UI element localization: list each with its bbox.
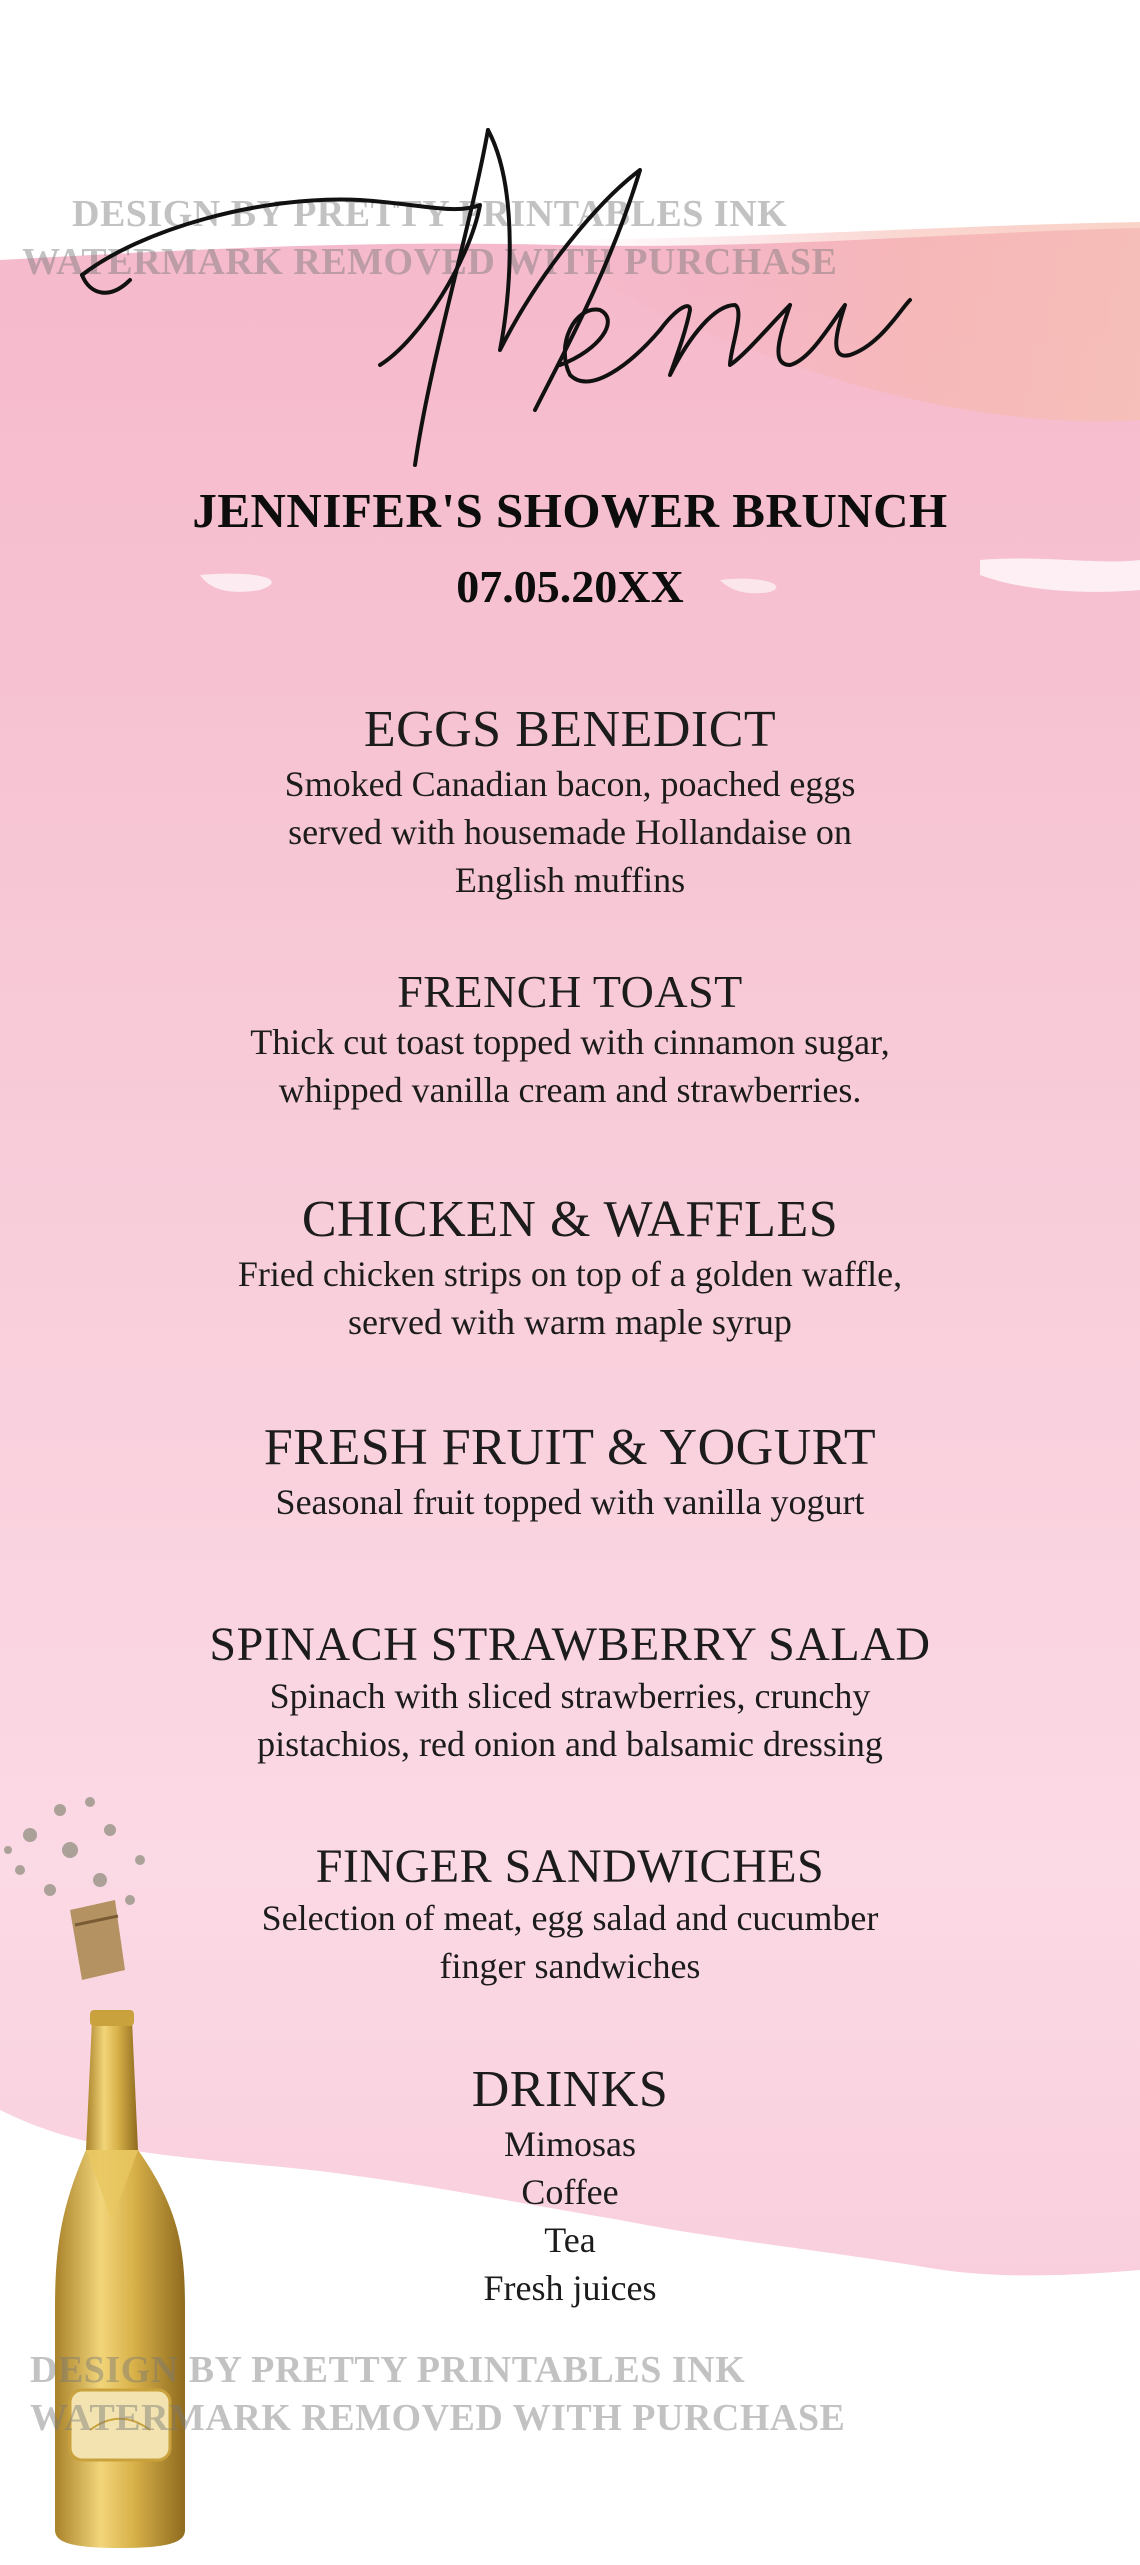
menu-item-description	[140, 1672, 1000, 1768]
description-line: finger sandwiches	[439, 1946, 701, 1986]
menu-title-text: Menu	[0, 110, 3, 111]
description-line: whipped vanilla cream and strawberries.	[278, 1070, 862, 1110]
menu-item-description	[140, 1018, 1000, 1114]
event-date: 07.05.20XX	[456, 561, 684, 612]
menu-item-description	[140, 1894, 1000, 1990]
description-line: Tea	[544, 2220, 596, 2260]
description-line: Spinach with sliced strawberries, crunchy	[269, 1676, 871, 1716]
event-title: JENNIFER'S SHOWER BRUNCH	[192, 483, 948, 538]
menu-item	[140, 1418, 1000, 1526]
watermark-line-1: DESIGN BY PRETTY PRINTABLES INK	[72, 193, 788, 235]
menu-item-description	[140, 2120, 1000, 2312]
menu-item-heading: DRINKS	[471, 2061, 669, 2118]
menu-item	[140, 1618, 1000, 1768]
menu-item-heading: FINGER SANDWICHES	[315, 1840, 825, 1893]
description-line: Fried chicken strips on top of a golden waffle,	[237, 1254, 903, 1294]
menu-item-heading: EGGS BENEDICT	[363, 701, 777, 758]
watermark-line-1: DESIGN BY PRETTY PRINTABLES INK	[30, 2349, 746, 2391]
description-line: English muffins	[454, 860, 686, 900]
menu-item	[140, 1840, 1000, 1990]
description-line: Selection of meat, egg salad and cucumber	[261, 1898, 879, 1938]
watermark-line-2: WATERMARK REMOVED WITH PURCHASE	[22, 241, 838, 283]
description-line: Fresh juices	[483, 2268, 657, 2308]
menu-item-heading: FRESH FRUIT & YOGURT	[263, 1419, 877, 1476]
menu-item-description	[140, 1250, 1000, 1346]
menu-script-title	[0, 110, 1140, 490]
description-line: Coffee	[521, 2172, 619, 2212]
menu-item-heading: FRENCH TOAST	[397, 966, 743, 1017]
menu-item-description	[140, 760, 1000, 904]
watermark-line-2: WATERMARK REMOVED WITH PURCHASE	[30, 2397, 846, 2439]
description-line: Thick cut toast topped with cinnamon sugar,	[250, 1022, 890, 1062]
description-line: Mimosas	[503, 2124, 636, 2164]
menu-item	[140, 1190, 1000, 1346]
description-line: served with warm maple syrup	[348, 1302, 792, 1342]
description-line: Seasonal fruit topped with vanilla yogurt	[275, 1482, 865, 1522]
description-line: served with housemade Hollandaise on	[288, 812, 852, 852]
menu-item	[140, 700, 1000, 904]
menu-item	[140, 966, 1000, 1114]
description-line: pistachios, red onion and balsamic dressing	[257, 1724, 883, 1764]
menu-item	[140, 2060, 1000, 2312]
menu-item-heading: SPINACH STRAWBERRY SALAD	[209, 1618, 931, 1671]
menu-item-description	[140, 1478, 1000, 1526]
menu-item-heading: CHICKEN & WAFFLES	[301, 1191, 839, 1248]
description-line: Smoked Canadian bacon, poached eggs	[284, 764, 856, 804]
